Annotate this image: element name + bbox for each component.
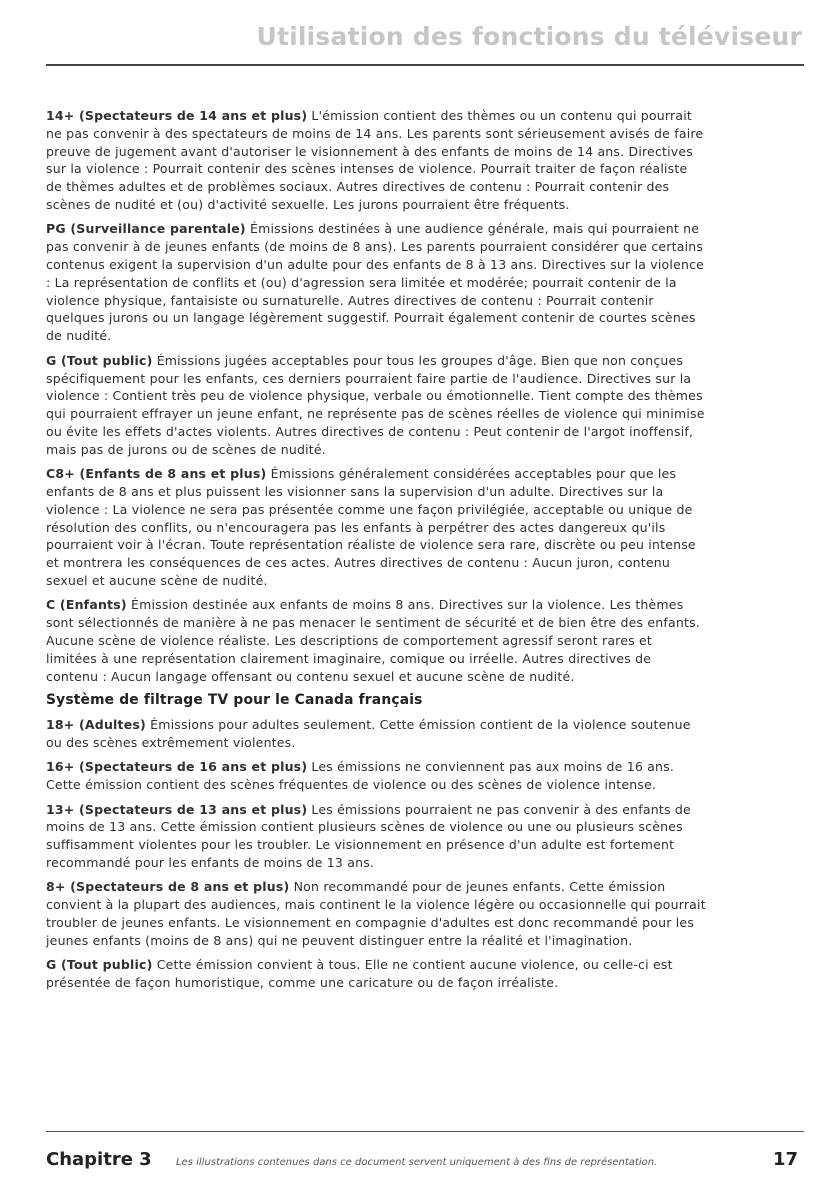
rating-description: Émissions destinées à une audience générale, mais qui pourraient ne pas convenir à de jeunes enfants (de moins de 8 ans). Les parents pourraient considérer que certains contenus exigent la supervision d'un adulte pour des enfants de 8 à 13 ans. Directives sur la violence : La représentation de conflits et (ou) d'agression sera limitée et modérée; pourrait contenir de la violence physique, fantaisiste ou surnaturelle. Autres directives de contenu : Pourrait contenir quelques jurons ou un langage légèrement suggestif. Pourrait également contenir de courtes scènes de nudité.: [46, 221, 705, 344]
page-title: Utilisation des fonctions du téléviseur: [256, 22, 802, 51]
rating-term: 14+ (Spectateurs de 14 ans et plus): [46, 108, 308, 123]
rating-description: Cette émission convient à tous. Elle ne contient aucune violence, ou celle-ci est présentée de façon humoristique, comme une caricature ou de façon irréaliste.: [46, 957, 673, 991]
rating-paragraph: [46, 465, 706, 590]
rating-description: Les émissions ne conviennent pas aux moins de 16 ans. Cette émission contient des scènes fréquentes de violence ou des scènes de violence intense.: [46, 759, 675, 793]
rating-description: Émission destinée aux enfants de moins 8 ans. Directives sur la violence. Les thèmes sont sélectionnés de manière à ne pas menacer le sentiment de sécurité et de bien être des enfants. Aucune scène de violence réaliste. Les descriptions de comportement agressif seront rares et limitées à une représentation clairement imaginaire, comique ou irréelle. Autres directives de contenu : Aucun langage offensant ou contenu sexuel et aucune scène de nudité.: [46, 597, 700, 684]
rating-paragraph: [46, 352, 706, 459]
rating-paragraph: [46, 801, 706, 872]
chapter-label: Chapitre 3: [46, 1149, 152, 1170]
rating-description: Les émissions pourraient ne pas convenir à des enfants de moins de 13 ans. Cette émission contient plusieurs scènes de violence ou une ou plusieurs scènes suffisamment violentes pour les troubler. Le visionnement en présence d'un adulte est fortement recommandé pour les enfants de moins de 13 ans.: [46, 801, 691, 870]
rating-paragraph: [46, 107, 706, 214]
rating-paragraph: [46, 758, 706, 794]
rating-term: G (Tout public): [46, 352, 153, 368]
footer-disclaimer: Les illustrations contenues dans ce document servent uniquement à des fins de représentation.: [176, 1157, 658, 1168]
header-divider: [46, 64, 804, 66]
section-heading: Système de filtrage TV pour le Canada français: [46, 692, 423, 709]
rating-term: G (Tout public): [46, 957, 153, 973]
rating-description: Non recommandé pour de jeunes enfants. Cette émission convient à la plupart des audiences, mais continent le la violence légère ou occasionnelle qui pourrait troubler de jeunes enfants. Le visionnement en compagnie d'adultes est donc recommandé pour les jeunes enfants (moins de 8 ans) qui ne peuvent distinguer entre la réalité et l'imagination.: [46, 879, 706, 948]
footer-divider: [46, 1131, 804, 1132]
rating-description: Émissions généralement considérées acceptables pour que les enfants de 8 ans et plus puissent les visionner sans la supervision d'un adulte. Directives sur la violence : La violence ne sera pas présentée comme une façon privilégiée, acceptable ou unique de résolution des conflits, ou n'encouragera pas les enfants à perpétrer des actes dangereux qu'ils pourraient voir à l'écran. Toute représentation réaliste de violence sera rare, discrète ou peu intense et montrera les conséquences de ces actes. Autres directives de contenu : Aucun juron, contenu sexuel et aucune scène de nudité.: [46, 466, 696, 588]
rating-term: C8+ (Enfants de 8 ans et plus): [46, 466, 267, 482]
rating-term: C (Enfants): [46, 597, 127, 613]
rating-paragraph: [46, 220, 706, 345]
rating-term: 8+ (Spectateurs de 8 ans et plus): [46, 879, 290, 895]
rating-paragraph: [46, 878, 706, 949]
rating-term: 16+ (Spectateurs de 16 ans et plus): [46, 759, 308, 775]
rating-description: Émissions jugées acceptables pour tous les groupes d'âge. Bien que non conçues spécifiquement pour les enfants, ces derniers pourraient faire partie de l'audience. Directives sur la violence : Contient très peu de violence physique, verbale ou émotionnelle. Tient compte des thèmes qui pourraient effrayer un jeune enfant, ne représente pas de scènes réelles de violence qui minimise ou évite les effets d'actes violents. Autres directives de contenu : Peut contenir de l'argot inoffensif, mais pas de jurons ou de scènes de nudité.: [46, 352, 705, 457]
rating-term: 13+ (Spectateurs de 13 ans et plus): [46, 801, 308, 817]
rating-paragraph: [46, 596, 706, 685]
rating-description: L'émission contient des thèmes ou un contenu qui pourrait ne pas convenir à des spectateurs de moins de 14 ans. Les parents sont sérieusement avisés de faire preuve de jugement avant d'autoriser le visionnement à des enfants de moins de 14 ans. Directives sur la violence : Pourrait contenir des scènes intenses de violence. Pourrait traiter de façon réaliste de thèmes adultes et de problèmes sociaux. Autres directives de contenu : Pourrait contenir des scènes de nudité et (ou) d'activité sexuelle. Les jurons pourraient être fréquents.: [46, 108, 704, 212]
page-content: [46, 107, 706, 999]
rating-paragraph: [46, 716, 706, 752]
rating-description: Émissions pour adultes seulement. Cette émission contient de la violence soutenue ou des scènes extrêmement violentes.: [46, 716, 691, 750]
rating-term: 18+ (Adultes): [46, 716, 146, 732]
page-number: 17: [772, 1149, 798, 1170]
rating-paragraph: [46, 956, 706, 992]
rating-term: PG (Surveillance parentale): [46, 221, 246, 237]
